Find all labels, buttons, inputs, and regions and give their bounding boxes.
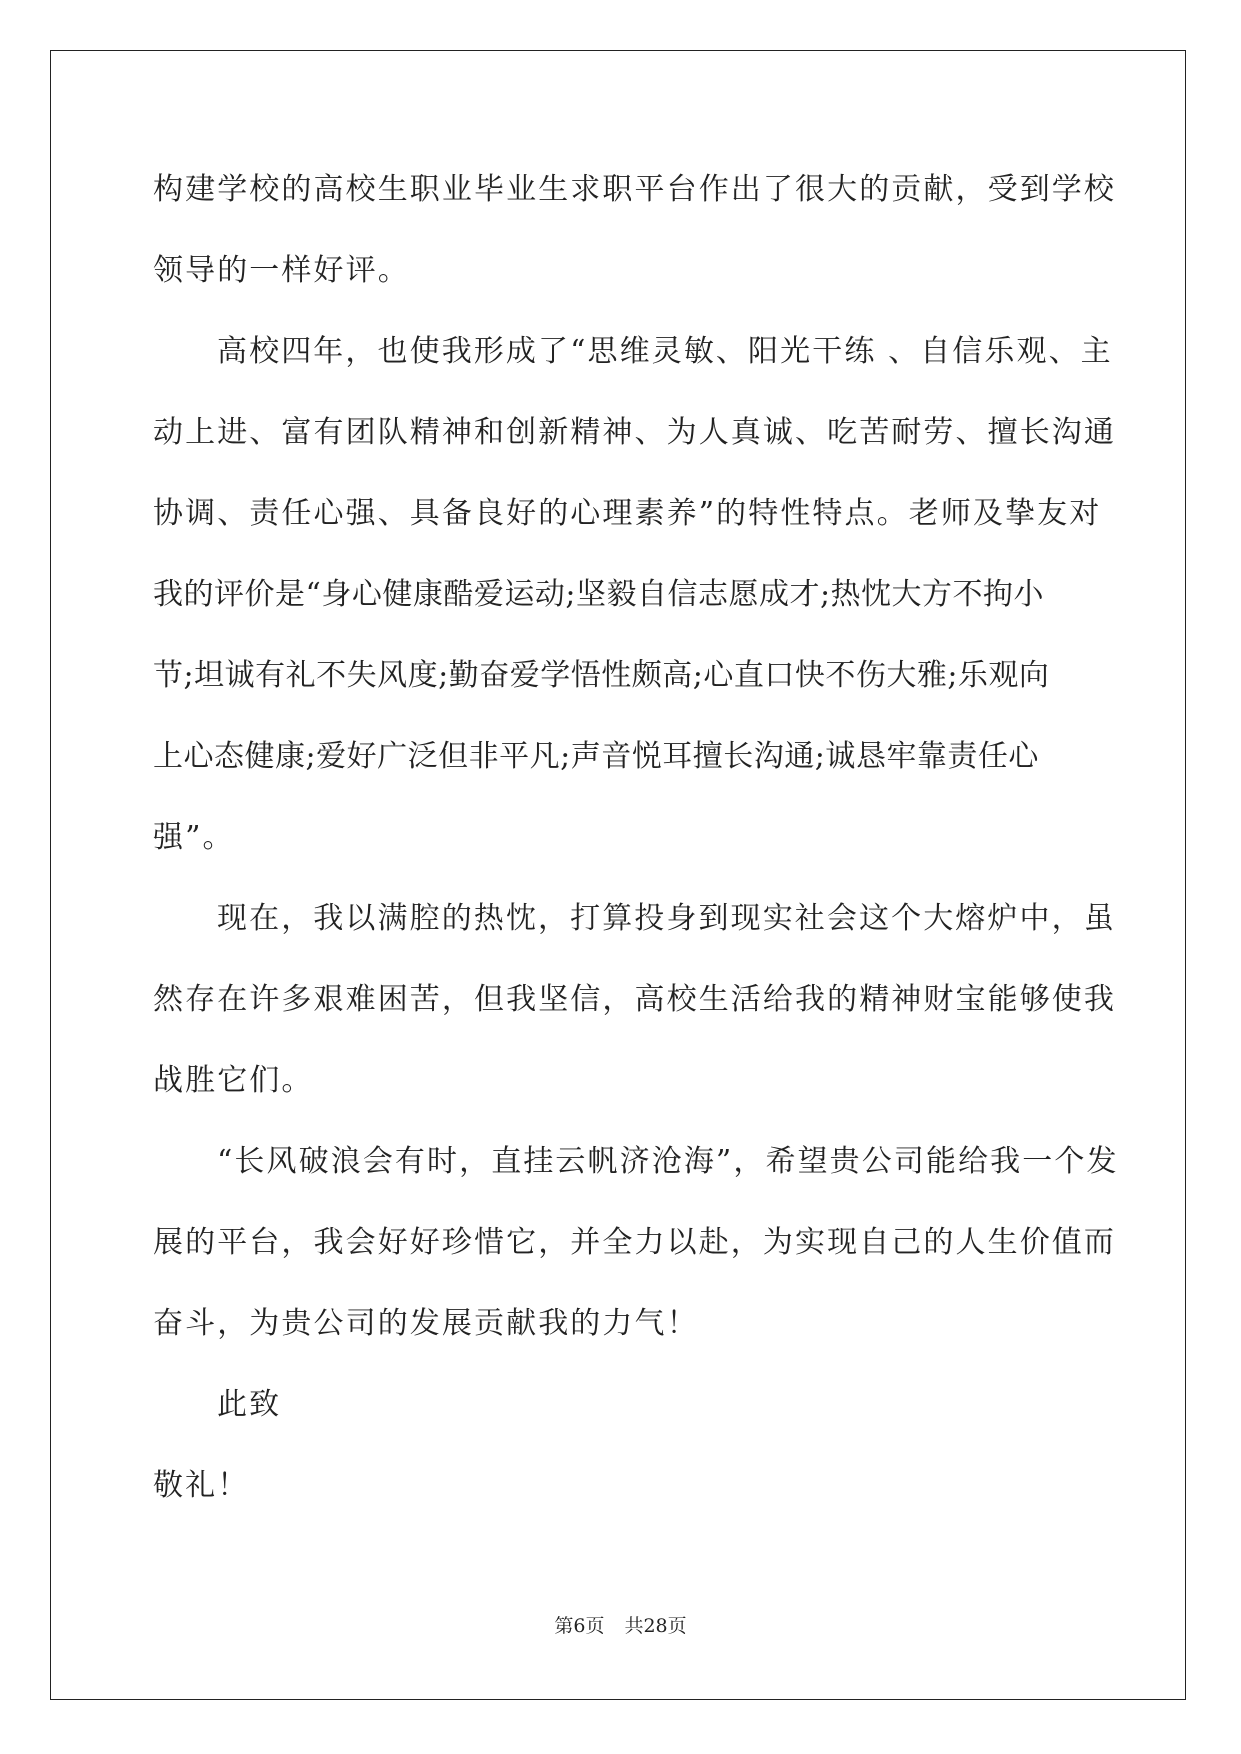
page-footer <box>0 1614 1241 1638</box>
text-line: “长风破浪会有时，直挂云帆济沧海”，希望贵公司能给我一个发 <box>217 1144 1119 1179</box>
text-line: 强”。 <box>153 820 235 855</box>
closing-salutation: 此致 <box>217 1387 282 1422</box>
letter-body <box>153 160 1119 1537</box>
text-line: 动上进、富有团队精神和创新精神、为人真诚、吃苦耐劳、擅长沟通 <box>153 415 1116 450</box>
text-line: 我的评价是“身心健康酷爱运动;坚毅自信志愿成才;热忱大方不拘小 <box>153 577 1045 612</box>
text-line: 协调、责任心强、具备良好的心理素养”的特性特点。老师及挚友对 <box>153 496 1102 531</box>
page-total: 共28页 <box>624 1615 687 1637</box>
text-line: 构建学校的高校生职业毕业生求职平台作出了很大的贡献，受到学校 <box>153 172 1116 207</box>
text-line: 上心态健康;爱好广泛但非平凡;声音悦耳擅长沟通;诚恳牢靠责任心 <box>153 739 1039 774</box>
text-line: 奋斗，为贵公司的发展贡献我的力气！ <box>153 1306 699 1341</box>
page-number: 第6页 <box>554 1615 605 1637</box>
text-line: 然存在许多艰难困苦，但我坚信，高校生活给我的精神财宝能够使我 <box>153 982 1116 1017</box>
text-line: 战胜它们。 <box>153 1063 314 1098</box>
text-line: 现在，我以满腔的热忱，打算投身到现实社会这个大熔炉中，虽 <box>217 901 1116 936</box>
text-line: 展的平台，我会好好珍惜它，并全力以赴，为实现自己的人生价值而 <box>153 1225 1116 1260</box>
text-line: 高校四年，也使我形成了“思维灵敏、阳光干练 、自信乐观、主 <box>217 334 1113 369</box>
text-line: 节;坦诚有礼不失风度;勤奋爱学悟性颇高;心直口快不伤大雅;乐观向 <box>153 658 1050 693</box>
closing-regards: 敬礼！ <box>153 1468 250 1503</box>
text-line: 领导的一样好评。 <box>153 253 410 288</box>
